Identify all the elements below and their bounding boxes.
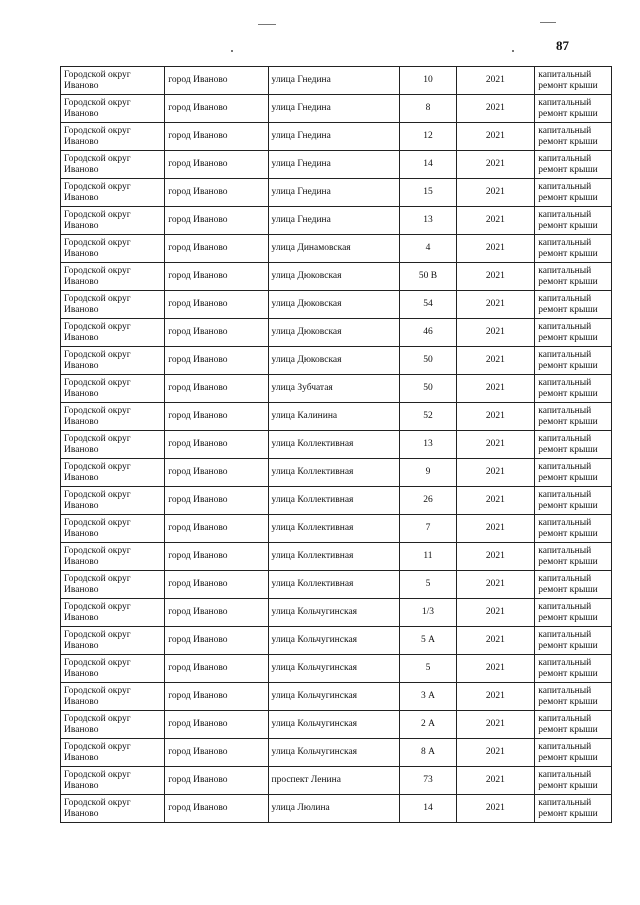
house-number-cell: 73 bbox=[400, 767, 456, 795]
street-cell: улица Коллективная bbox=[268, 515, 400, 543]
year-cell: 2021 bbox=[456, 767, 535, 795]
work-type-cell: капитальный ремонт крыши bbox=[535, 459, 612, 487]
year-cell: 2021 bbox=[456, 515, 535, 543]
house-number-cell: 50 bbox=[400, 347, 456, 375]
city-cell: город Иваново bbox=[165, 123, 268, 151]
district-cell: Городской округ Иваново bbox=[61, 515, 165, 543]
house-number-cell: 2 А bbox=[400, 711, 456, 739]
district-cell: Городской округ Иваново bbox=[61, 711, 165, 739]
year-cell: 2021 bbox=[456, 123, 535, 151]
city-cell: город Иваново bbox=[165, 711, 268, 739]
year-cell: 2021 bbox=[456, 235, 535, 263]
city-cell: город Иваново bbox=[165, 515, 268, 543]
street-cell: улица Кольчугинская bbox=[268, 739, 400, 767]
street-cell: улица Кольчугинская bbox=[268, 599, 400, 627]
house-number-cell: 13 bbox=[400, 431, 456, 459]
house-number-cell: 3 А bbox=[400, 683, 456, 711]
table-row bbox=[61, 151, 612, 179]
city-cell: город Иваново bbox=[165, 459, 268, 487]
house-number-cell: 9 bbox=[400, 459, 456, 487]
scan-mark-top-right bbox=[540, 22, 556, 23]
district-cell: Городской округ Иваново bbox=[61, 683, 165, 711]
house-number-cell: 50 bbox=[400, 375, 456, 403]
street-cell: улица Кольчугинская bbox=[268, 711, 400, 739]
year-cell: 2021 bbox=[456, 459, 535, 487]
district-cell: Городской округ Иваново bbox=[61, 795, 165, 823]
city-cell: город Иваново bbox=[165, 235, 268, 263]
year-cell: 2021 bbox=[456, 655, 535, 683]
year-cell: 2021 bbox=[456, 403, 535, 431]
scan-dot bbox=[231, 50, 233, 52]
district-cell: Городской округ Иваново bbox=[61, 655, 165, 683]
year-cell: 2021 bbox=[456, 151, 535, 179]
street-cell: улица Кольчугинская bbox=[268, 683, 400, 711]
district-cell: Городской округ Иваново bbox=[61, 263, 165, 291]
year-cell: 2021 bbox=[456, 207, 535, 235]
year-cell: 2021 bbox=[456, 795, 535, 823]
street-cell: улица Кольчугинская bbox=[268, 655, 400, 683]
street-cell: улица Дюковская bbox=[268, 263, 400, 291]
district-cell: Городской округ Иваново bbox=[61, 347, 165, 375]
house-number-cell: 5 А bbox=[400, 627, 456, 655]
year-cell: 2021 bbox=[456, 291, 535, 319]
table-row bbox=[61, 235, 612, 263]
table-row bbox=[61, 291, 612, 319]
work-type-cell: капитальный ремонт крыши bbox=[535, 95, 612, 123]
city-cell: город Иваново bbox=[165, 543, 268, 571]
table-row bbox=[61, 543, 612, 571]
work-type-cell: капитальный ремонт крыши bbox=[535, 235, 612, 263]
district-cell: Городской округ Иваново bbox=[61, 319, 165, 347]
table-row bbox=[61, 459, 612, 487]
street-cell: улица Коллективная bbox=[268, 431, 400, 459]
work-type-cell: капитальный ремонт крыши bbox=[535, 739, 612, 767]
scan-mark-top bbox=[258, 24, 276, 25]
house-number-cell: 12 bbox=[400, 123, 456, 151]
year-cell: 2021 bbox=[456, 95, 535, 123]
year-cell: 2021 bbox=[456, 431, 535, 459]
work-type-cell: капитальный ремонт крыши bbox=[535, 375, 612, 403]
work-type-cell: капитальный ремонт крыши bbox=[535, 795, 612, 823]
city-cell: город Иваново bbox=[165, 431, 268, 459]
house-number-cell: 15 bbox=[400, 179, 456, 207]
city-cell: город Иваново bbox=[165, 571, 268, 599]
work-type-cell: капитальный ремонт крыши bbox=[535, 431, 612, 459]
house-number-cell: 5 bbox=[400, 571, 456, 599]
street-cell: улица Гнедина bbox=[268, 95, 400, 123]
district-cell: Городской округ Иваново bbox=[61, 375, 165, 403]
table-row bbox=[61, 571, 612, 599]
work-type-cell: капитальный ремонт крыши bbox=[535, 151, 612, 179]
work-type-cell: капитальный ремонт крыши bbox=[535, 487, 612, 515]
district-cell: Городской округ Иваново bbox=[61, 571, 165, 599]
district-cell: Городской округ Иваново bbox=[61, 487, 165, 515]
table-row bbox=[61, 67, 612, 95]
district-cell: Городской округ Иваново bbox=[61, 151, 165, 179]
city-cell: город Иваново bbox=[165, 67, 268, 95]
year-cell: 2021 bbox=[456, 375, 535, 403]
city-cell: город Иваново bbox=[165, 151, 268, 179]
year-cell: 2021 bbox=[456, 67, 535, 95]
district-cell: Городской округ Иваново bbox=[61, 207, 165, 235]
year-cell: 2021 bbox=[456, 319, 535, 347]
year-cell: 2021 bbox=[456, 627, 535, 655]
table-row bbox=[61, 599, 612, 627]
district-cell: Городской округ Иваново bbox=[61, 431, 165, 459]
year-cell: 2021 bbox=[456, 347, 535, 375]
city-cell: город Иваново bbox=[165, 599, 268, 627]
table-row bbox=[61, 655, 612, 683]
house-number-cell: 46 bbox=[400, 319, 456, 347]
street-cell: улица Гнедина bbox=[268, 123, 400, 151]
street-cell: улица Гнедина bbox=[268, 67, 400, 95]
city-cell: город Иваново bbox=[165, 767, 268, 795]
table-row bbox=[61, 123, 612, 151]
work-type-cell: капитальный ремонт крыши bbox=[535, 655, 612, 683]
house-number-cell: 8 bbox=[400, 95, 456, 123]
district-cell: Городской округ Иваново bbox=[61, 739, 165, 767]
year-cell: 2021 bbox=[456, 543, 535, 571]
street-cell: улица Коллективная bbox=[268, 543, 400, 571]
year-cell: 2021 bbox=[456, 263, 535, 291]
table-row bbox=[61, 347, 612, 375]
city-cell: город Иваново bbox=[165, 263, 268, 291]
district-cell: Городской округ Иваново bbox=[61, 599, 165, 627]
work-type-cell: капитальный ремонт крыши bbox=[535, 711, 612, 739]
work-type-cell: капитальный ремонт крыши bbox=[535, 319, 612, 347]
street-cell: улица Гнедина bbox=[268, 151, 400, 179]
street-cell: улица Коллективная bbox=[268, 487, 400, 515]
district-cell: Городской округ Иваново bbox=[61, 767, 165, 795]
work-type-cell: капитальный ремонт крыши bbox=[535, 515, 612, 543]
city-cell: город Иваново bbox=[165, 655, 268, 683]
work-type-cell: капитальный ремонт крыши bbox=[535, 683, 612, 711]
street-cell: улица Гнедина bbox=[268, 207, 400, 235]
scan-dot bbox=[512, 50, 514, 52]
house-number-cell: 14 bbox=[400, 795, 456, 823]
house-number-cell: 11 bbox=[400, 543, 456, 571]
street-cell: улица Зубчатая bbox=[268, 375, 400, 403]
street-cell: улица Гнедина bbox=[268, 179, 400, 207]
city-cell: город Иваново bbox=[165, 683, 268, 711]
street-cell: улица Коллективная bbox=[268, 459, 400, 487]
table-row bbox=[61, 795, 612, 823]
house-number-cell: 52 bbox=[400, 403, 456, 431]
city-cell: город Иваново bbox=[165, 319, 268, 347]
city-cell: город Иваново bbox=[165, 627, 268, 655]
table-row bbox=[61, 95, 612, 123]
work-type-cell: капитальный ремонт крыши bbox=[535, 291, 612, 319]
work-type-cell: капитальный ремонт крыши bbox=[535, 571, 612, 599]
district-cell: Городской округ Иваново bbox=[61, 179, 165, 207]
table-row bbox=[61, 263, 612, 291]
house-number-cell: 10 bbox=[400, 67, 456, 95]
table-row bbox=[61, 403, 612, 431]
district-cell: Городской округ Иваново bbox=[61, 67, 165, 95]
table-row bbox=[61, 683, 612, 711]
street-cell: улица Кольчугинская bbox=[268, 627, 400, 655]
table-row bbox=[61, 627, 612, 655]
table-row bbox=[61, 207, 612, 235]
city-cell: город Иваново bbox=[165, 291, 268, 319]
work-type-cell: капитальный ремонт крыши bbox=[535, 767, 612, 795]
street-cell: улица Дюковская bbox=[268, 319, 400, 347]
house-number-cell: 14 bbox=[400, 151, 456, 179]
work-type-cell: капитальный ремонт крыши bbox=[535, 67, 612, 95]
registry-table-body bbox=[61, 67, 612, 823]
house-number-cell: 54 bbox=[400, 291, 456, 319]
year-cell: 2021 bbox=[456, 487, 535, 515]
house-number-cell: 50 В bbox=[400, 263, 456, 291]
city-cell: город Иваново bbox=[165, 179, 268, 207]
year-cell: 2021 bbox=[456, 739, 535, 767]
work-type-cell: капитальный ремонт крыши bbox=[535, 179, 612, 207]
house-number-cell: 26 bbox=[400, 487, 456, 515]
street-cell: улица Люлина bbox=[268, 795, 400, 823]
year-cell: 2021 bbox=[456, 599, 535, 627]
district-cell: Городской округ Иваново bbox=[61, 123, 165, 151]
work-type-cell: капитальный ремонт крыши bbox=[535, 599, 612, 627]
city-cell: город Иваново bbox=[165, 487, 268, 515]
table-row bbox=[61, 431, 612, 459]
house-number-cell: 13 bbox=[400, 207, 456, 235]
page-number: 87 bbox=[556, 38, 569, 53]
district-cell: Городской округ Иваново bbox=[61, 235, 165, 263]
district-cell: Городской округ Иваново bbox=[61, 459, 165, 487]
registry-table bbox=[60, 66, 612, 823]
street-cell: улица Дюковская bbox=[268, 291, 400, 319]
house-number-cell: 7 bbox=[400, 515, 456, 543]
table-row bbox=[61, 375, 612, 403]
district-cell: Городской округ Иваново bbox=[61, 627, 165, 655]
table-row bbox=[61, 711, 612, 739]
work-type-cell: капитальный ремонт крыши bbox=[535, 347, 612, 375]
table-row bbox=[61, 515, 612, 543]
street-cell: улица Коллективная bbox=[268, 571, 400, 599]
city-cell: город Иваново bbox=[165, 95, 268, 123]
district-cell: Городской округ Иваново bbox=[61, 543, 165, 571]
city-cell: город Иваново bbox=[165, 347, 268, 375]
house-number-cell: 4 bbox=[400, 235, 456, 263]
city-cell: город Иваново bbox=[165, 375, 268, 403]
year-cell: 2021 bbox=[456, 179, 535, 207]
year-cell: 2021 bbox=[456, 571, 535, 599]
work-type-cell: капитальный ремонт крыши bbox=[535, 263, 612, 291]
city-cell: город Иваново bbox=[165, 207, 268, 235]
city-cell: город Иваново bbox=[165, 403, 268, 431]
house-number-cell: 5 bbox=[400, 655, 456, 683]
work-type-cell: капитальный ремонт крыши bbox=[535, 403, 612, 431]
table-row bbox=[61, 319, 612, 347]
year-cell: 2021 bbox=[456, 683, 535, 711]
district-cell: Городской округ Иваново bbox=[61, 403, 165, 431]
street-cell: улица Дюковская bbox=[268, 347, 400, 375]
street-cell: проспект Ленина bbox=[268, 767, 400, 795]
year-cell: 2021 bbox=[456, 711, 535, 739]
city-cell: город Иваново bbox=[165, 739, 268, 767]
table-row bbox=[61, 767, 612, 795]
work-type-cell: капитальный ремонт крыши bbox=[535, 627, 612, 655]
street-cell: улица Динамовская bbox=[268, 235, 400, 263]
street-cell: улица Калинина bbox=[268, 403, 400, 431]
city-cell: город Иваново bbox=[165, 795, 268, 823]
work-type-cell: капитальный ремонт крыши bbox=[535, 543, 612, 571]
house-number-cell: 8 А bbox=[400, 739, 456, 767]
work-type-cell: капитальный ремонт крыши bbox=[535, 207, 612, 235]
district-cell: Городской округ Иваново bbox=[61, 291, 165, 319]
table-row bbox=[61, 739, 612, 767]
house-number-cell: 1/3 bbox=[400, 599, 456, 627]
table-row bbox=[61, 179, 612, 207]
work-type-cell: капитальный ремонт крыши bbox=[535, 123, 612, 151]
table-row bbox=[61, 487, 612, 515]
district-cell: Городской округ Иваново bbox=[61, 95, 165, 123]
